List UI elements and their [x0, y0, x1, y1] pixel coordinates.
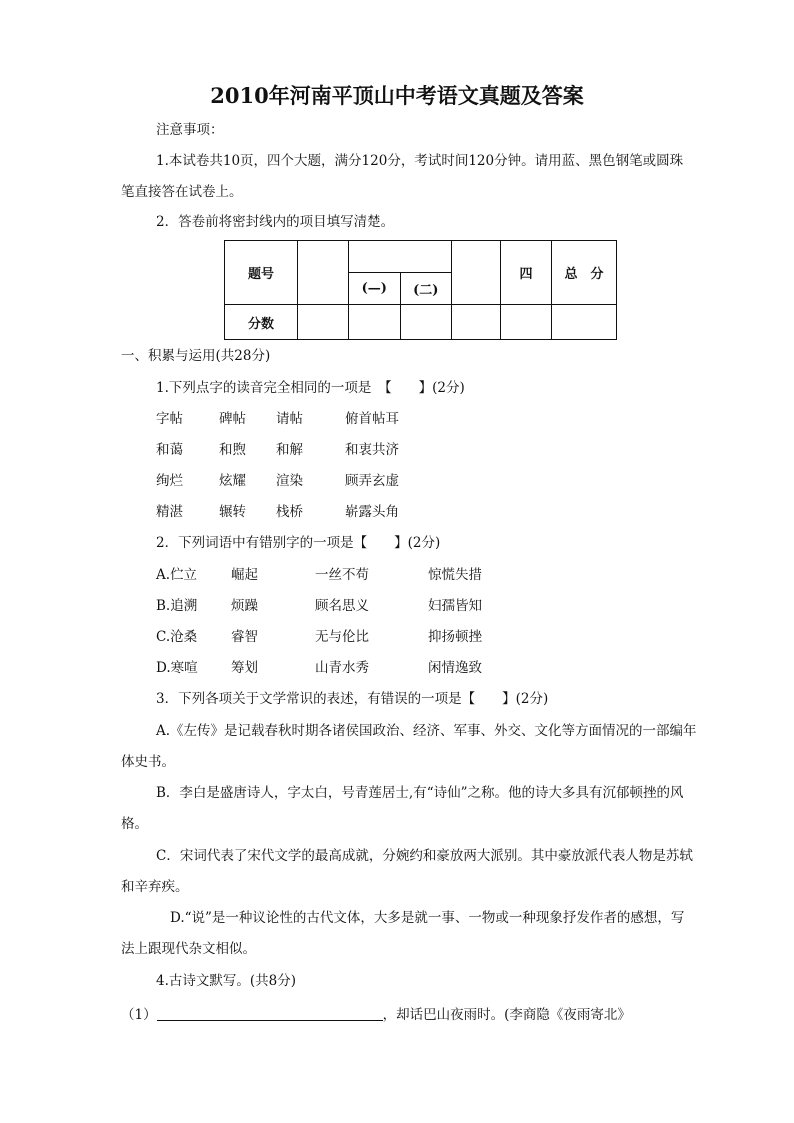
- score-table-col-four: 四: [501, 241, 552, 305]
- q4-item-1-blank[interactable]: [157, 1006, 383, 1021]
- q4-stem: 4.古诗文默写。(共8分): [156, 973, 297, 989]
- section-1-heading: 一、积累与运用(共28分): [121, 348, 271, 364]
- score-table-cell: [552, 305, 617, 340]
- q1-word: 请帖: [276, 411, 303, 427]
- q3-option-c-cont: 和辛弃疾。: [121, 879, 189, 895]
- q3-option-c: C．宋词代表了宋代文学的最高成就，分婉约和豪放两大派别。其中豪放派代表人物是苏轼: [156, 848, 693, 864]
- score-table-row-label-number: 题号: [225, 241, 298, 305]
- q2-word: 睿智: [231, 629, 258, 645]
- score-table-cell: [349, 305, 401, 340]
- score-table-sub-2: (二): [400, 273, 452, 305]
- q3-option-a-cont: 体史书。: [121, 754, 175, 770]
- q3-option-a: A.《左传》是记载春秋时期各诸侯国政治、经济、军事、外交、文化等方面情况的一部编年: [156, 723, 697, 739]
- q4-item-1: [121, 1006, 631, 1023]
- q1-word: 和蔼: [156, 442, 183, 458]
- q1-word: 辗转: [219, 504, 246, 520]
- q2-word: 惊慌失措: [428, 567, 482, 583]
- notice-line-1a: 1.本试卷共10页，四个大题，满分120分，考试时间120分钟。请用蓝、黑色钢笔或圆珠: [156, 153, 684, 169]
- q1-word: 字帖: [156, 411, 183, 427]
- q1-word: 和煦: [219, 442, 246, 458]
- score-table-cell: [501, 305, 552, 340]
- score-table-sub-1: (—): [349, 273, 401, 305]
- q3-option-b: B．李白是盛唐诗人，字太白，号青莲居士,有“诗仙”之称。他的诗大多具有沉郁顿挫的风: [156, 785, 684, 801]
- q2-word: 一丝不苟: [315, 567, 369, 583]
- score-table: [224, 240, 617, 340]
- q2-word: 顾名思义: [315, 598, 369, 614]
- q2-word: 烦躁: [231, 598, 258, 614]
- q4-item-1-suffix: ，却话巴山夜雨时。(李商隐《夜雨寄北》: [382, 1007, 631, 1023]
- score-table-cell: [349, 241, 452, 273]
- page-title: 2010年河南平顶山中考语文真题及答案: [210, 83, 584, 108]
- q2-word: A.伫立: [156, 567, 198, 583]
- q3-option-d-cont: 法上跟现代杂文相似。: [121, 941, 256, 957]
- q2-word: 闲情逸致: [428, 660, 482, 676]
- q3-option-b-cont: 格。: [121, 816, 148, 832]
- score-table-cell: [452, 241, 501, 305]
- q1-word: 碑帖: [219, 411, 246, 427]
- q2-word: C.沧桑: [156, 629, 198, 645]
- q1-word: 炫耀: [219, 473, 246, 489]
- q1-word: 栈桥: [276, 504, 303, 520]
- q2-word: D.寒喧: [156, 660, 198, 676]
- score-table-cell: [298, 305, 349, 340]
- q1-stem: 1.下列点字的读音完全相同的一项是 【 】(2分): [156, 380, 465, 396]
- notice-line-2: 2．答卷前将密封线内的项目填写清楚。: [156, 214, 395, 230]
- q1-word: 渲染: [276, 473, 303, 489]
- q2-word: 山青水秀: [315, 660, 369, 676]
- score-table-row-label-score: 分数: [225, 305, 298, 340]
- q4-item-1-prefix: （1）: [121, 1007, 157, 1023]
- q1-word: 和衷共济: [345, 442, 399, 458]
- q2-word: 抑扬顿挫: [428, 629, 482, 645]
- q1-word: 崭露头角: [345, 504, 399, 520]
- q2-word: 无与伦比: [315, 629, 369, 645]
- q3-option-d: D.“说”是一种议论性的古代文体，大多是就一事、一物或一种现象抒发作者的感想，写: [170, 910, 685, 926]
- q3-stem: 3．下列各项关于文学常识的表述，有错误的一项是【 】(2分): [156, 691, 549, 707]
- q1-word: 顾弄玄虚: [345, 473, 399, 489]
- notice-heading: 注意事项：: [156, 122, 224, 138]
- q1-word: 绚烂: [156, 473, 183, 489]
- q2-word: 崛起: [231, 567, 258, 583]
- q2-word: B.追溯: [156, 598, 198, 614]
- score-table-cell: [400, 305, 452, 340]
- q1-word: 和解: [276, 442, 303, 458]
- notice-line-1b: 笔直接答在试卷上。: [121, 184, 243, 200]
- q2-word: 筹划: [231, 660, 258, 676]
- q2-word: 妇孺皆知: [428, 598, 482, 614]
- q1-word: 俯首帖耳: [345, 411, 399, 427]
- score-table-col-total: 总 分: [552, 241, 617, 305]
- score-table-cell: [298, 241, 349, 305]
- score-table-cell: [452, 305, 501, 340]
- q2-stem: 2．下列词语中有错别字的一项是【 】(2分): [156, 535, 441, 551]
- q1-word: 精湛: [156, 504, 183, 520]
